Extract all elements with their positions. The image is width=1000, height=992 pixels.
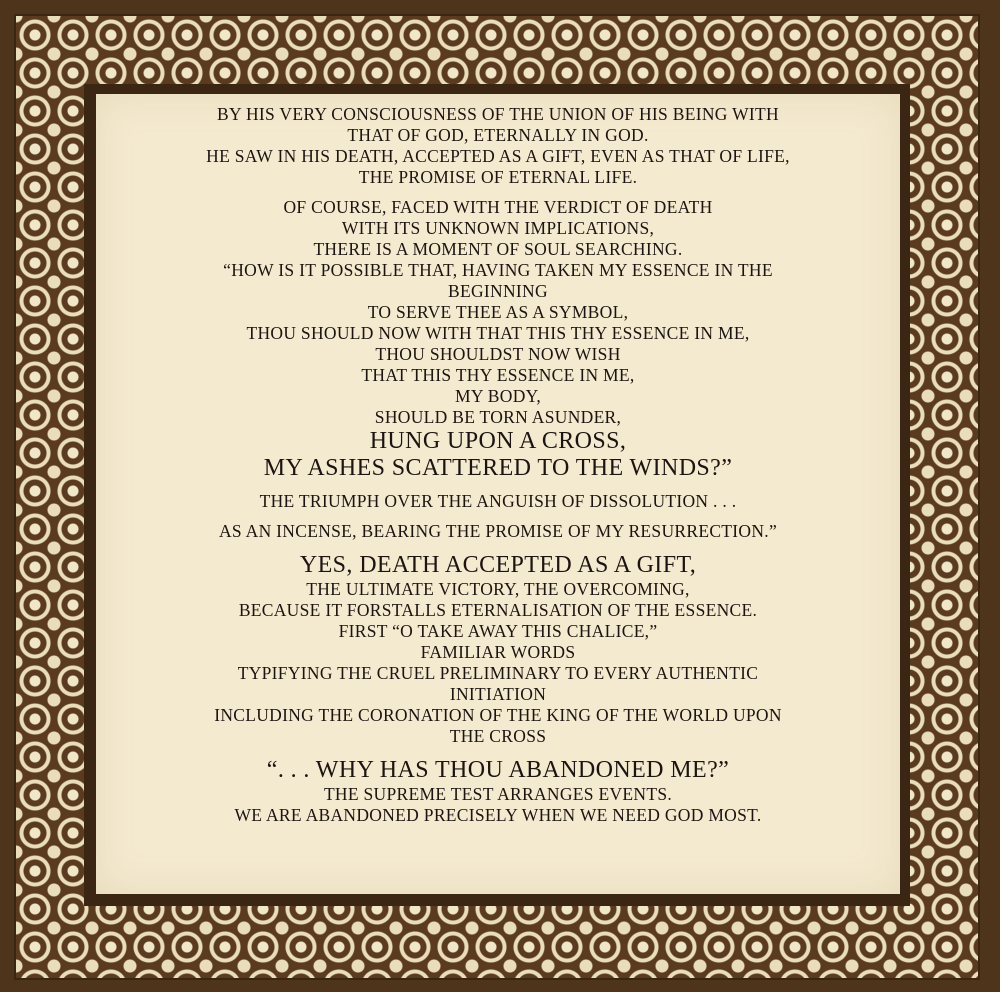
poem-line: AS AN INCENSE, BEARING THE PROMISE OF MY RESURRECTION.” <box>218 521 778 541</box>
poem-line: OF COURSE, FACED WITH THE VERDICT OF DEATH <box>283 197 713 217</box>
poem-line: THE SUPREME TEST ARRANGES EVENTS. <box>323 784 673 804</box>
poem-line: THE PROMISE OF ETERNAL LIFE. <box>358 167 638 187</box>
poem-line: BEGINNING <box>448 281 548 301</box>
poem-line: BY HIS VERY CONSCIOUSNESS OF THE UNION OF HIS BEING WITH <box>217 104 779 124</box>
poem-line: THE CROSS <box>449 726 547 746</box>
poem-line: THERE IS A MOMENT OF SOUL SEARCHING. <box>313 239 683 259</box>
poem-text <box>96 104 900 826</box>
poem-line: TO SERVE THEE AS A SYMBOL, <box>367 302 629 322</box>
poem-line: BECAUSE IT FORSTALLS ETERNALISATION OF THE ESSENCE. <box>238 600 758 620</box>
poem-line: WITH ITS UNKNOWN IMPLICATIONS, <box>341 218 655 238</box>
poem-line-emphasis: “. . . WHY HAS THOU ABANDONED ME?” <box>266 757 730 783</box>
poem-line: THAT OF GOD, ETERNALLY IN GOD. <box>347 125 649 145</box>
poem-line: INITIATION <box>449 684 547 704</box>
poem-line: HE SAW IN HIS DEATH, ACCEPTED AS A GIFT, EVEN AS THAT OF LIFE, <box>206 146 790 166</box>
poem-line: MY BODY, <box>454 386 542 406</box>
poem-line: FAMILIAR WORDS <box>420 642 576 662</box>
poem-line: THAT THIS THY ESSENCE IN ME, <box>361 365 635 385</box>
poem-line: THE ULTIMATE VICTORY, THE OVERCOMING, <box>306 579 690 599</box>
poem-line: THE TRIUMPH OVER THE ANGUISH OF DISSOLUTION . . . <box>259 491 737 511</box>
text-panel <box>96 94 900 894</box>
poem-line: WE ARE ABANDONED PRECISELY WHEN WE NEED GOD MOST. <box>234 805 762 825</box>
poem-line-emphasis: YES, DEATH ACCEPTED AS A GIFT, <box>299 552 697 578</box>
poem-line: “HOW IS IT POSSIBLE THAT, HAVING TAKEN MY ESSENCE IN THE <box>223 260 773 280</box>
poem-line-emphasis: HUNG UPON A CROSS, <box>369 428 627 454</box>
poem-line: INCLUDING THE CORONATION OF THE KING OF THE WORLD UPON <box>214 705 782 725</box>
poem-line: THOU SHOULD NOW WITH THAT THIS THY ESSENCE IN ME, <box>246 323 750 343</box>
poem-line-emphasis: MY ASHES SCATTERED TO THE WINDS?” <box>263 455 733 481</box>
poem-line: TYPIFYING THE CRUEL PRELIMINARY TO EVERY AUTHENTIC <box>237 663 759 683</box>
poem-line: FIRST “O TAKE AWAY THIS CHALICE,” <box>338 621 658 641</box>
poem-line: THOU SHOULDST NOW WISH <box>375 344 621 364</box>
poem-line: SHOULD BE TORN ASUNDER, <box>374 407 622 427</box>
